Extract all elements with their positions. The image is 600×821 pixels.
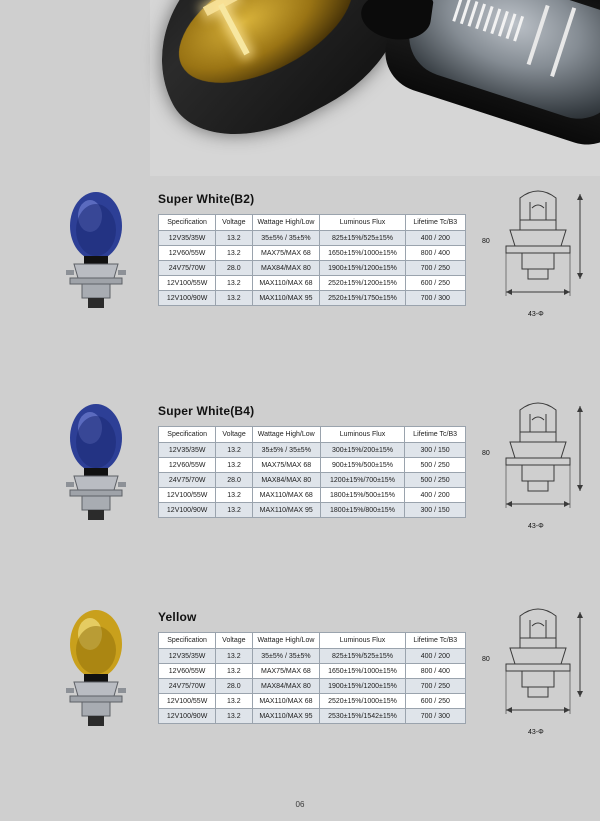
cell-lifetime: 500 / 250 [405,473,466,488]
cell-voltage: 13.2 [216,291,252,306]
cell-lifetime: 400 / 200 [405,488,466,503]
cell-specification: 12V35/35W [159,443,216,458]
cell-wattage: 35±5% / 35±5% [252,649,320,664]
bulb-photo-yellow-glass [159,0,372,108]
cell-flux: 1200±15%/700±15% [320,473,404,488]
table-row [159,246,466,261]
cell-lifetime: 700 / 300 [405,709,465,724]
cell-specification: 12V100/90W [159,503,216,518]
table-row [159,276,466,291]
section-title-2: Super White(B4) [158,404,255,418]
table-header-row [159,633,466,649]
cell-specification: 12V60/55W [159,664,216,679]
cell-lifetime: 700 / 250 [405,679,465,694]
cell-voltage: 28.0 [216,679,252,694]
cell-specification: 12V35/35W [159,649,216,664]
th-lifetime: Lifetime Tc/B3 [405,215,465,231]
product-image-3 [44,604,148,734]
th-wattage: Wattage High/Low [252,633,320,649]
dimension-drawing-2 [484,396,594,530]
cell-specification: 12V35/35W [159,231,216,246]
th-lifetime: Lifetime Tc/B3 [405,427,466,443]
section-title-3: Yellow [158,610,197,624]
cell-voltage: 28.0 [216,473,252,488]
cell-flux: 1650±15%/1000±15% [320,246,405,261]
cell-specification: 24V75/70W [159,473,216,488]
bulb-photo-clear [375,0,600,155]
th-voltage: Voltage [216,427,252,443]
cell-flux: 825±15%/525±15% [320,231,405,246]
cell-flux: 1800±15%/500±15% [320,488,404,503]
cell-flux: 1900±15%/1200±15% [320,261,405,276]
cell-wattage: MAX84/MAX 80 [252,261,320,276]
cell-voltage: 28.0 [216,261,252,276]
table-header-row [159,427,466,443]
th-specification: Specification [159,633,216,649]
cell-lifetime: 500 / 250 [405,458,466,473]
product-section-3 [0,596,600,756]
section-title-1: Super White(B2) [158,192,255,206]
cell-lifetime: 600 / 250 [405,694,465,709]
table-row [159,291,466,306]
product-image-1 [44,186,148,316]
table-row [159,443,466,458]
spec-table-3 [158,632,466,724]
cell-specification: 12V100/90W [159,709,216,724]
cell-wattage: MAX84/MAX 80 [252,473,320,488]
cell-voltage: 13.2 [216,649,252,664]
cell-lifetime: 400 / 200 [405,231,465,246]
cell-wattage: MAX110/MAX 68 [252,488,320,503]
spec-table-2 [158,426,466,518]
table-row [159,709,466,724]
cell-flux: 1650±15%/1000±15% [320,664,405,679]
table-row [159,488,466,503]
cell-specification: 12V60/55W [159,246,216,261]
table-row [159,664,466,679]
cell-specification: 12V100/55W [159,694,216,709]
cell-flux: 2520±15%/1000±15% [320,694,405,709]
dimension-drawing-3 [484,602,594,736]
cell-wattage: MAX84/MAX 80 [252,679,320,694]
cell-flux: 900±15%/500±15% [320,458,404,473]
cell-wattage: 35±5% / 35±5% [252,231,320,246]
th-luminous-flux: Luminous Flux [320,215,405,231]
cell-lifetime: 300 / 150 [405,443,466,458]
product-image-2 [44,398,148,528]
table-header-row [159,215,466,231]
cell-specification: 12V60/55W [159,458,216,473]
dimension-height-label-2: 80 [482,450,490,457]
cell-wattage: MAX110/MAX 68 [252,694,320,709]
cell-lifetime: 800 / 400 [405,246,465,261]
cell-wattage: MAX110/MAX 95 [252,291,320,306]
cell-voltage: 13.2 [216,231,252,246]
th-luminous-flux: Luminous Flux [320,633,405,649]
cell-lifetime: 400 / 200 [405,649,465,664]
table-row [159,694,466,709]
cell-flux: 1900±15%/1200±15% [320,679,405,694]
th-lifetime: Lifetime Tc/B3 [405,633,465,649]
cell-wattage: MAX110/MAX 95 [252,709,320,724]
cell-specification: 12V100/55W [159,488,216,503]
cell-flux: 300±15%/200±15% [320,443,404,458]
cell-voltage: 13.2 [216,276,252,291]
th-voltage: Voltage [216,633,252,649]
cell-voltage: 13.2 [216,664,252,679]
cell-voltage: 13.2 [216,709,252,724]
cell-specification: 24V75/70W [159,261,216,276]
cell-wattage: MAX110/MAX 68 [252,276,320,291]
cell-voltage: 13.2 [216,246,252,261]
cell-wattage: MAX75/MAX 68 [252,664,320,679]
table-row [159,649,466,664]
spec-table-1 [158,214,466,306]
cell-wattage: MAX110/MAX 95 [252,503,320,518]
dimension-diameter-label-3: 43-Φ [528,729,544,736]
product-section-2 [0,390,600,550]
page-number: 06 [295,800,305,809]
cell-lifetime: 600 / 250 [405,276,465,291]
cell-voltage: 13.2 [216,503,252,518]
dimension-diameter-label-1: 43-Φ [528,311,544,318]
cell-flux: 825±15%/525±15% [320,649,405,664]
cell-wattage: 35±5% / 35±5% [252,443,320,458]
cell-specification: 12V100/55W [159,276,216,291]
table-row [159,261,466,276]
hero-left-margin [0,0,150,176]
table-row [159,473,466,488]
table-row [159,231,466,246]
dimension-height-label-3: 80 [482,656,490,663]
cell-voltage: 13.2 [216,694,252,709]
cell-flux: 2520±15%/1200±15% [320,276,405,291]
cell-flux: 2530±15%/1542±15% [320,709,405,724]
cell-voltage: 13.2 [216,488,252,503]
cell-wattage: MAX75/MAX 68 [252,246,320,261]
dimension-drawing-1 [484,184,594,318]
dimension-diameter-label-2: 43-Φ [528,523,544,530]
th-voltage: Voltage [216,215,252,231]
product-section-1 [0,178,600,338]
cell-lifetime: 800 / 400 [405,664,465,679]
th-wattage: Wattage High/Low [252,427,320,443]
table-row [159,679,466,694]
cell-specification: 12V100/90W [159,291,216,306]
cell-lifetime: 700 / 250 [405,261,465,276]
th-luminous-flux: Luminous Flux [320,427,404,443]
table-row [159,458,466,473]
dimension-height-label-1: 80 [482,238,490,245]
th-specification: Specification [159,427,216,443]
cell-specification: 24V75/70W [159,679,216,694]
th-wattage: Wattage High/Low [252,215,320,231]
th-specification: Specification [159,215,216,231]
cell-voltage: 13.2 [216,443,252,458]
cell-flux: 1800±15%/800±15% [320,503,404,518]
cell-wattage: MAX75/MAX 68 [252,458,320,473]
hero-photo-band [0,0,600,176]
table-row [159,503,466,518]
cell-lifetime: 300 / 150 [405,503,466,518]
cell-voltage: 13.2 [216,458,252,473]
cell-lifetime: 700 / 300 [405,291,465,306]
cell-flux: 2520±15%/1750±15% [320,291,405,306]
